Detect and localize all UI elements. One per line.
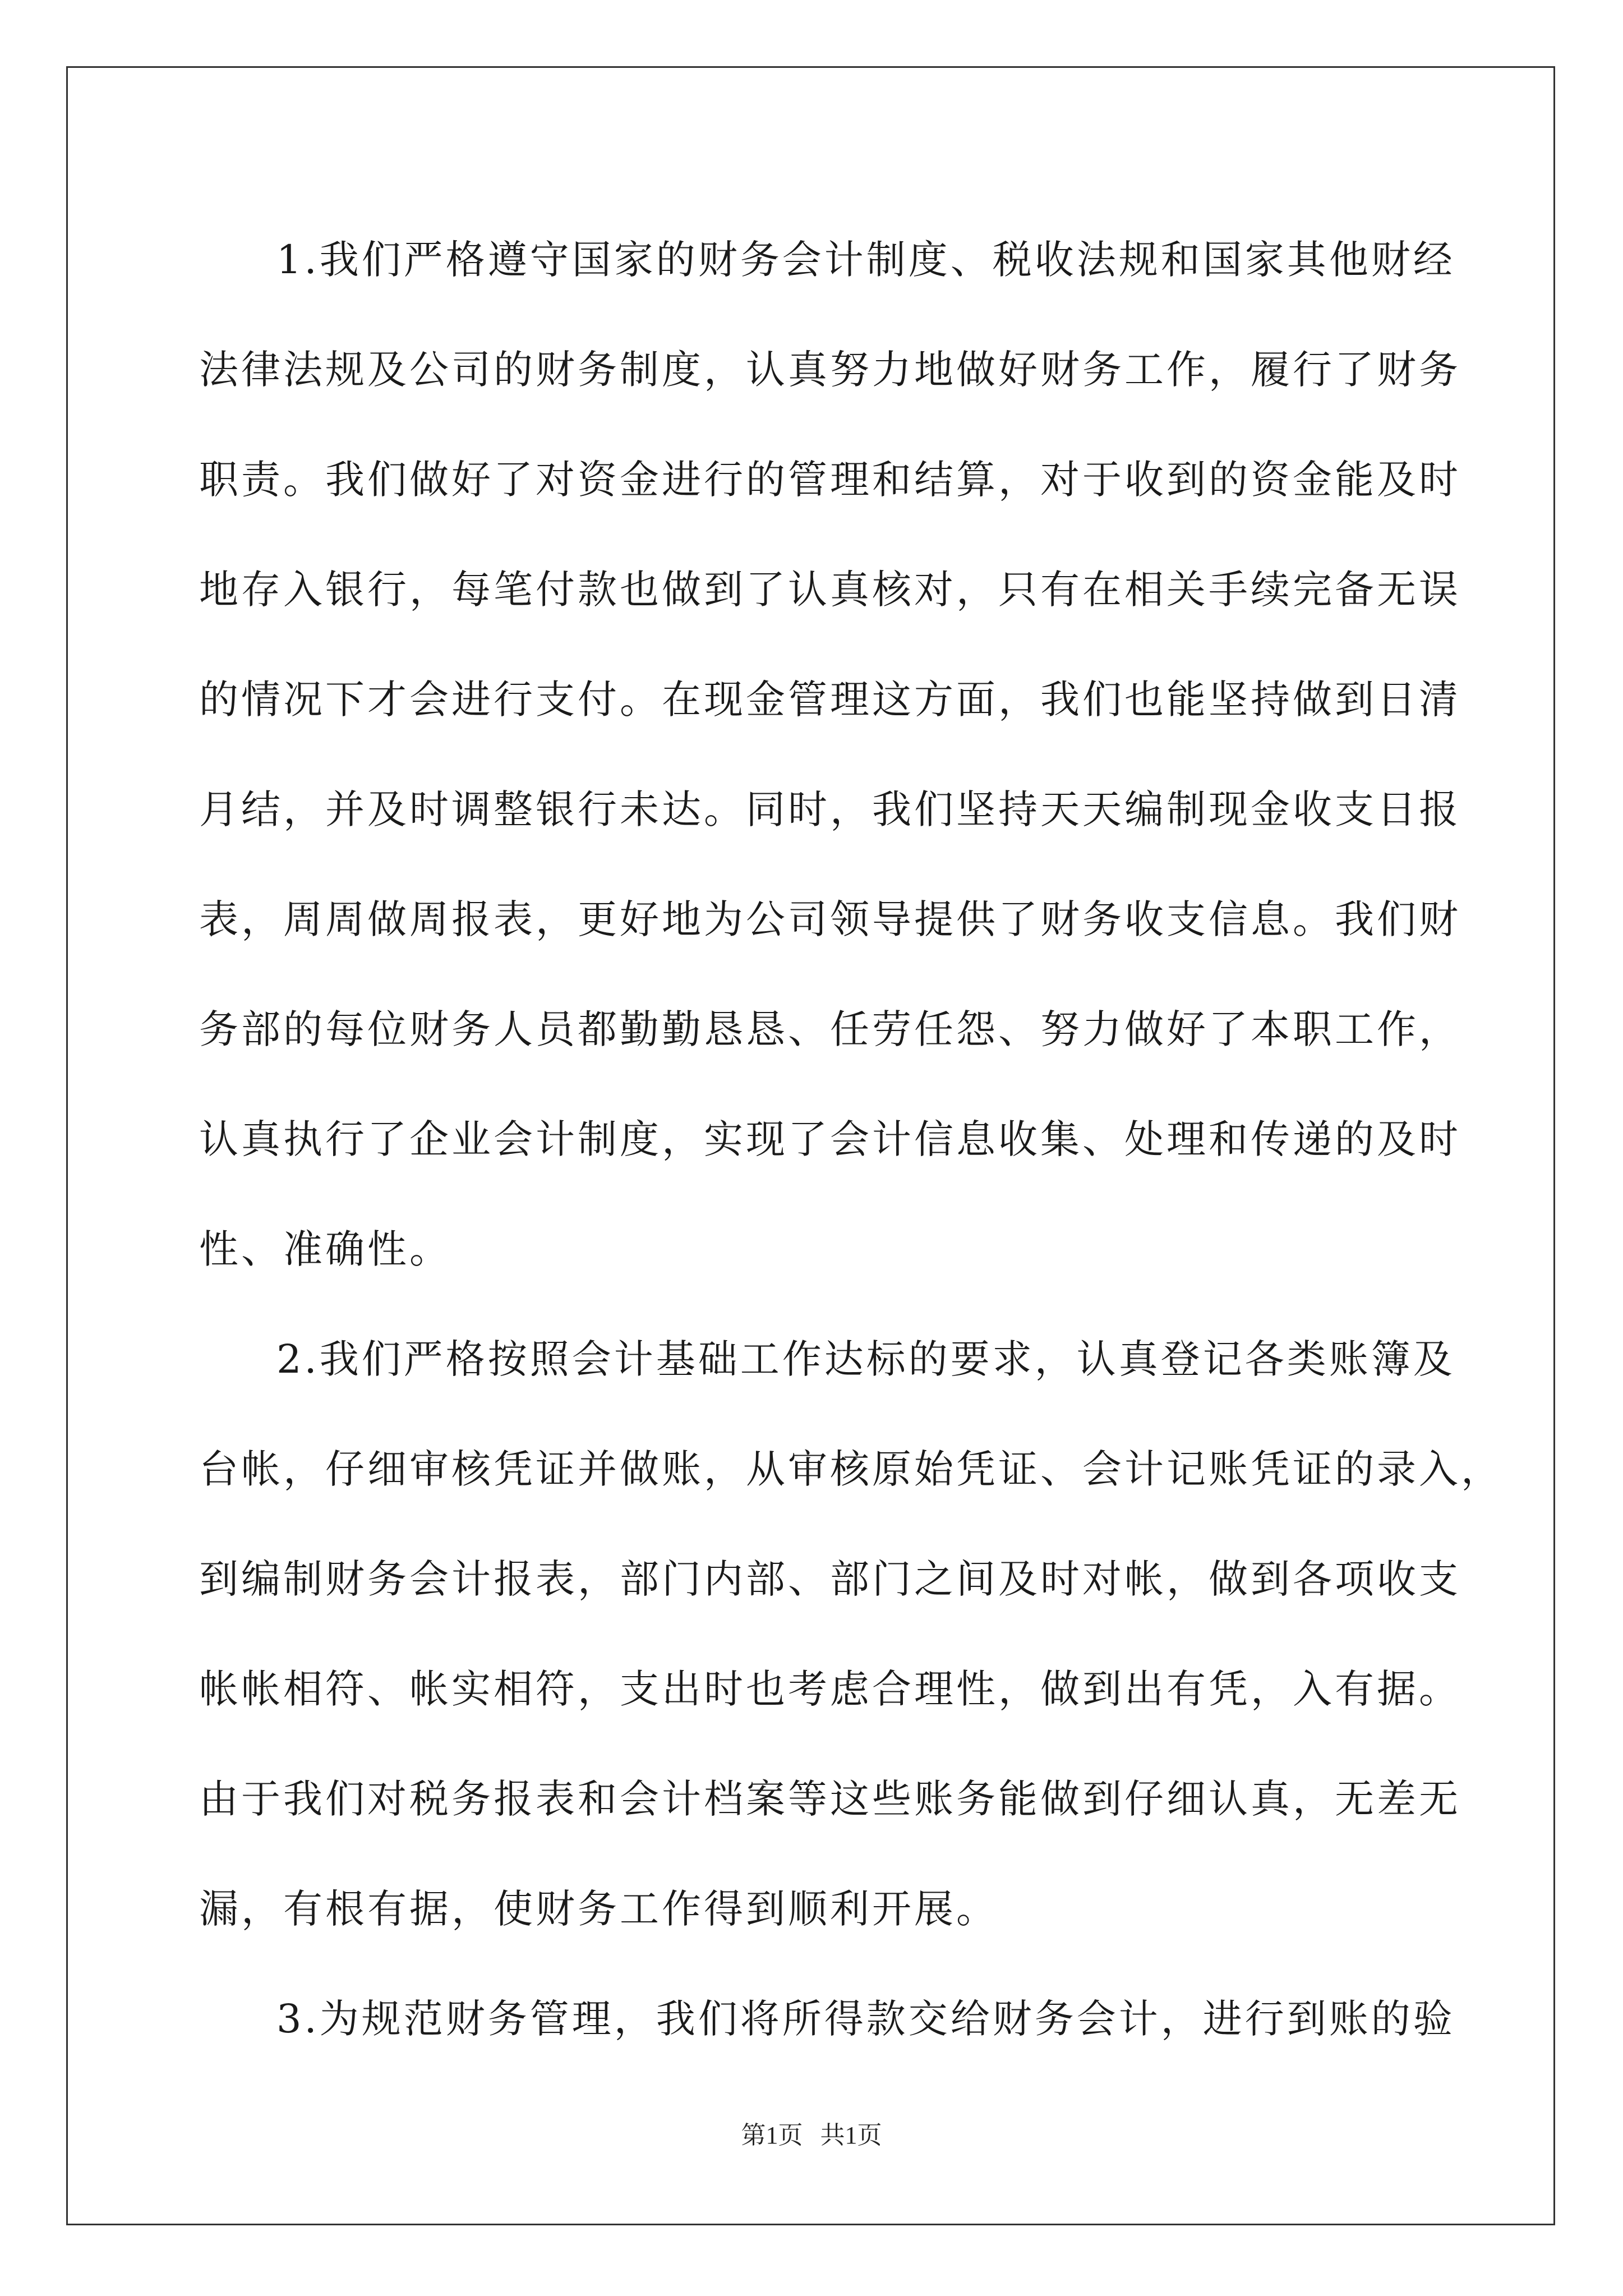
text-line: 帐帐相符、帐实相符，支出时也考虑合理性，做到出有凭，入有据。 bbox=[199, 1666, 1461, 1712]
text-line: 由于我们对税务报表和会计档案等这些账务能做到仔细认真，无差无 bbox=[199, 1776, 1461, 1822]
text-line: 漏，有根有据，使财务工作得到顺利开展。 bbox=[199, 1886, 998, 1932]
text-line: 月结，并及时调整银行未达。同时，我们坚持天天编制现金收支日报 bbox=[199, 786, 1461, 832]
text-line: 1.我们严格遵守国家的财务会计制度、税收法规和国家其他财经 bbox=[276, 237, 1455, 283]
text-line: 认真执行了企业会计制度，实现了会计信息收集、处理和传递的及时 bbox=[199, 1116, 1461, 1162]
text-line: 3.为规范财务管理，我们将所得款交给财务会计，进行到账的验 bbox=[276, 1996, 1455, 2042]
text-line: 2.我们严格按照会计基础工作达标的要求，认真登记各类账簿及 bbox=[276, 1336, 1455, 1382]
document-body bbox=[199, 205, 1503, 2074]
page-number: 第1页 bbox=[741, 2122, 803, 2149]
text-line: 到编制财务会计报表，部门内部、部门之间及时对帐，做到各项收支 bbox=[199, 1556, 1461, 1602]
text-line: 表，周周做周报表，更好地为公司领导提供了财务收支信息。我们财 bbox=[199, 896, 1461, 942]
text-line: 务部的每位财务人员都勤勤恳恳、任劳任怨、努力做好了本职工作， bbox=[199, 1006, 1461, 1052]
text-line: 台帐，仔细审核凭证并做账，从审核原始凭证、会计记账凭证的录入， bbox=[199, 1446, 1503, 1492]
text-line: 法律法规及公司的财务制度，认真努力地做好财务工作，履行了财务 bbox=[199, 347, 1461, 393]
page-footer bbox=[0, 2115, 1623, 2151]
text-line: 的情况下才会进行支付。在现金管理这方面，我们也能坚持做到日清 bbox=[199, 677, 1461, 723]
page-total: 共1页 bbox=[820, 2122, 882, 2149]
text-line: 地存入银行，每笔付款也做到了认真核对，只有在相关手续完备无误 bbox=[199, 567, 1461, 613]
text-line: 性、准确性。 bbox=[199, 1226, 451, 1272]
text-line: 职责。我们做好了对资金进行的管理和结算，对于收到的资金能及时 bbox=[199, 457, 1461, 503]
